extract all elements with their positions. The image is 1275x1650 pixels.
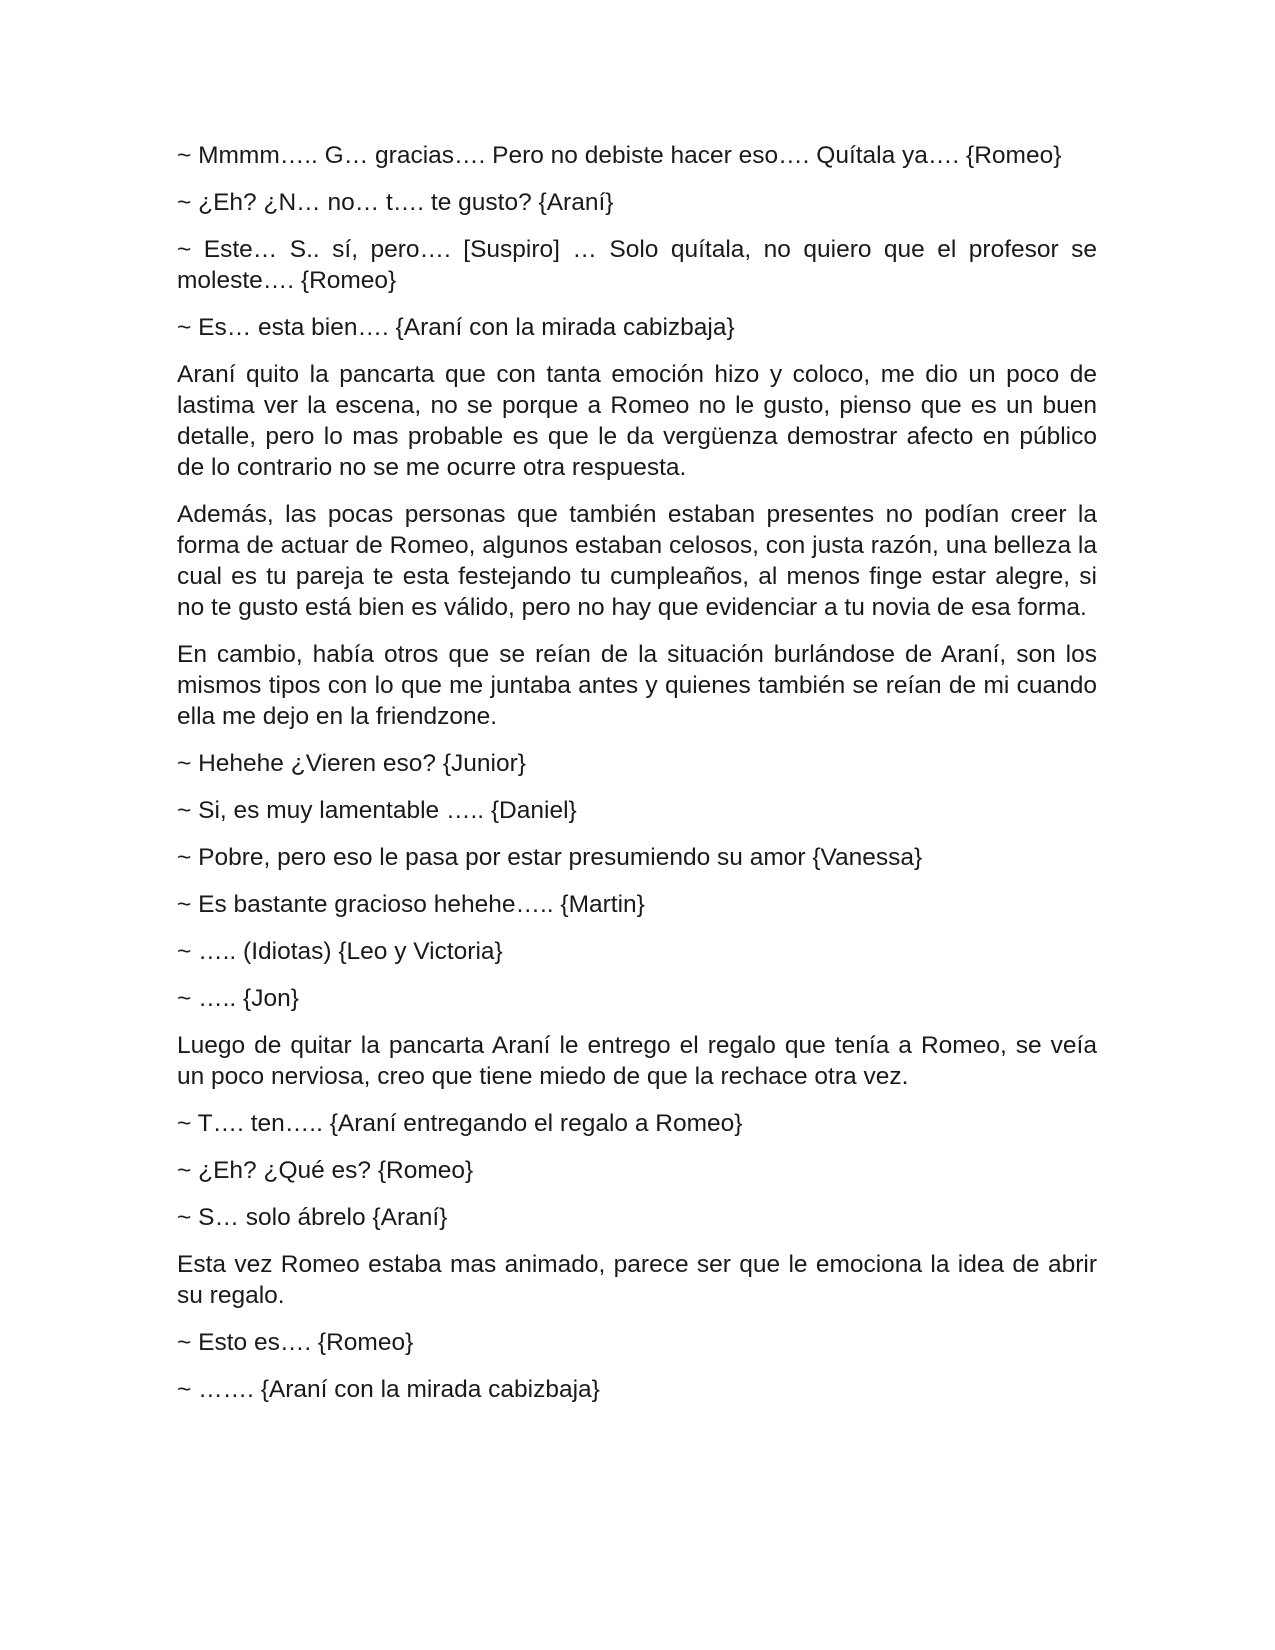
- dialog-line: ~ T…. ten….. {Araní entregando el regalo a Romeo}: [177, 1110, 743, 1137]
- dialog-line: ~ Este… S.. sí, pero…. [Suspiro] … Solo quítala, no quiero que el profesor se moleste…. {Romeo}: [177, 236, 1097, 294]
- dialog-line: ~ ….. (Idiotas) {Leo y Victoria}: [177, 938, 503, 965]
- dialog-line: ~ S… solo ábrelo {Araní}: [177, 1204, 448, 1231]
- dialog-line: ~ Esto es…. {Romeo}: [177, 1329, 414, 1356]
- dialog-line: ~ Si, es muy lamentable ….. {Daniel}: [177, 797, 577, 824]
- dialog-line: ~ Hehehe ¿Vieren eso? {Junior}: [177, 750, 526, 777]
- dialog-line: ~ Mmmm….. G… gracias…. Pero no debiste hacer eso…. Quítala ya…. {Romeo}: [177, 142, 1062, 169]
- dialog-line: ~ ¿Eh? ¿N… no… t…. te gusto? {Araní}: [177, 189, 614, 216]
- narration-paragraph: Araní quito la pancarta que con tanta emoción hizo y coloco, me dio un poco de lastima ver la escena, no se porque a Romeo no le gusto, pienso que es un buen detalle, pero lo mas probable es que le da vergüenza demostrar afecto en público de lo contrario no se me ocurre otra respuesta.: [177, 361, 1097, 481]
- dialog-line: ~ Es bastante gracioso hehehe….. {Martin}: [177, 891, 645, 918]
- dialog-line: ~ ¿Eh? ¿Qué es? {Romeo}: [177, 1157, 474, 1184]
- dialog-line: ~ Es… esta bien…. {Araní con la mirada cabizbaja}: [177, 314, 735, 341]
- narration-paragraph: En cambio, había otros que se reían de la situación burlándose de Araní, son los mismos tipos con lo que me juntaba antes y quienes también se reían de mi cuando ella me dejo en la friendzone.: [177, 641, 1097, 730]
- narration-paragraph: Luego de quitar la pancarta Araní le entrego el regalo que tenía a Romeo, se veía un poco nerviosa, creo que tiene miedo de que la rechace otra vez.: [177, 1032, 1097, 1090]
- dialog-line: ~ Pobre, pero eso le pasa por estar presumiendo su amor {Vanessa}: [177, 844, 923, 871]
- narration-paragraph: Además, las pocas personas que también estaban presentes no podían creer la forma de actuar de Romeo, algunos estaban celosos, con justa razón, una belleza la cual es tu pareja te esta festejando tu cumpleaños, al menos finge estar alegre, si no te gusto está bien es válido, pero no hay que evidenciar a tu novia de esa forma.: [177, 501, 1097, 621]
- dialog-line: ~ ….. {Jon}: [177, 985, 299, 1012]
- document-body: [177, 140, 1097, 1421]
- narration-paragraph: Esta vez Romeo estaba mas animado, parece ser que le emociona la idea de abrir su regalo.: [177, 1251, 1097, 1309]
- dialog-line: ~ ……. {Araní con la mirada cabizbaja}: [177, 1376, 600, 1403]
